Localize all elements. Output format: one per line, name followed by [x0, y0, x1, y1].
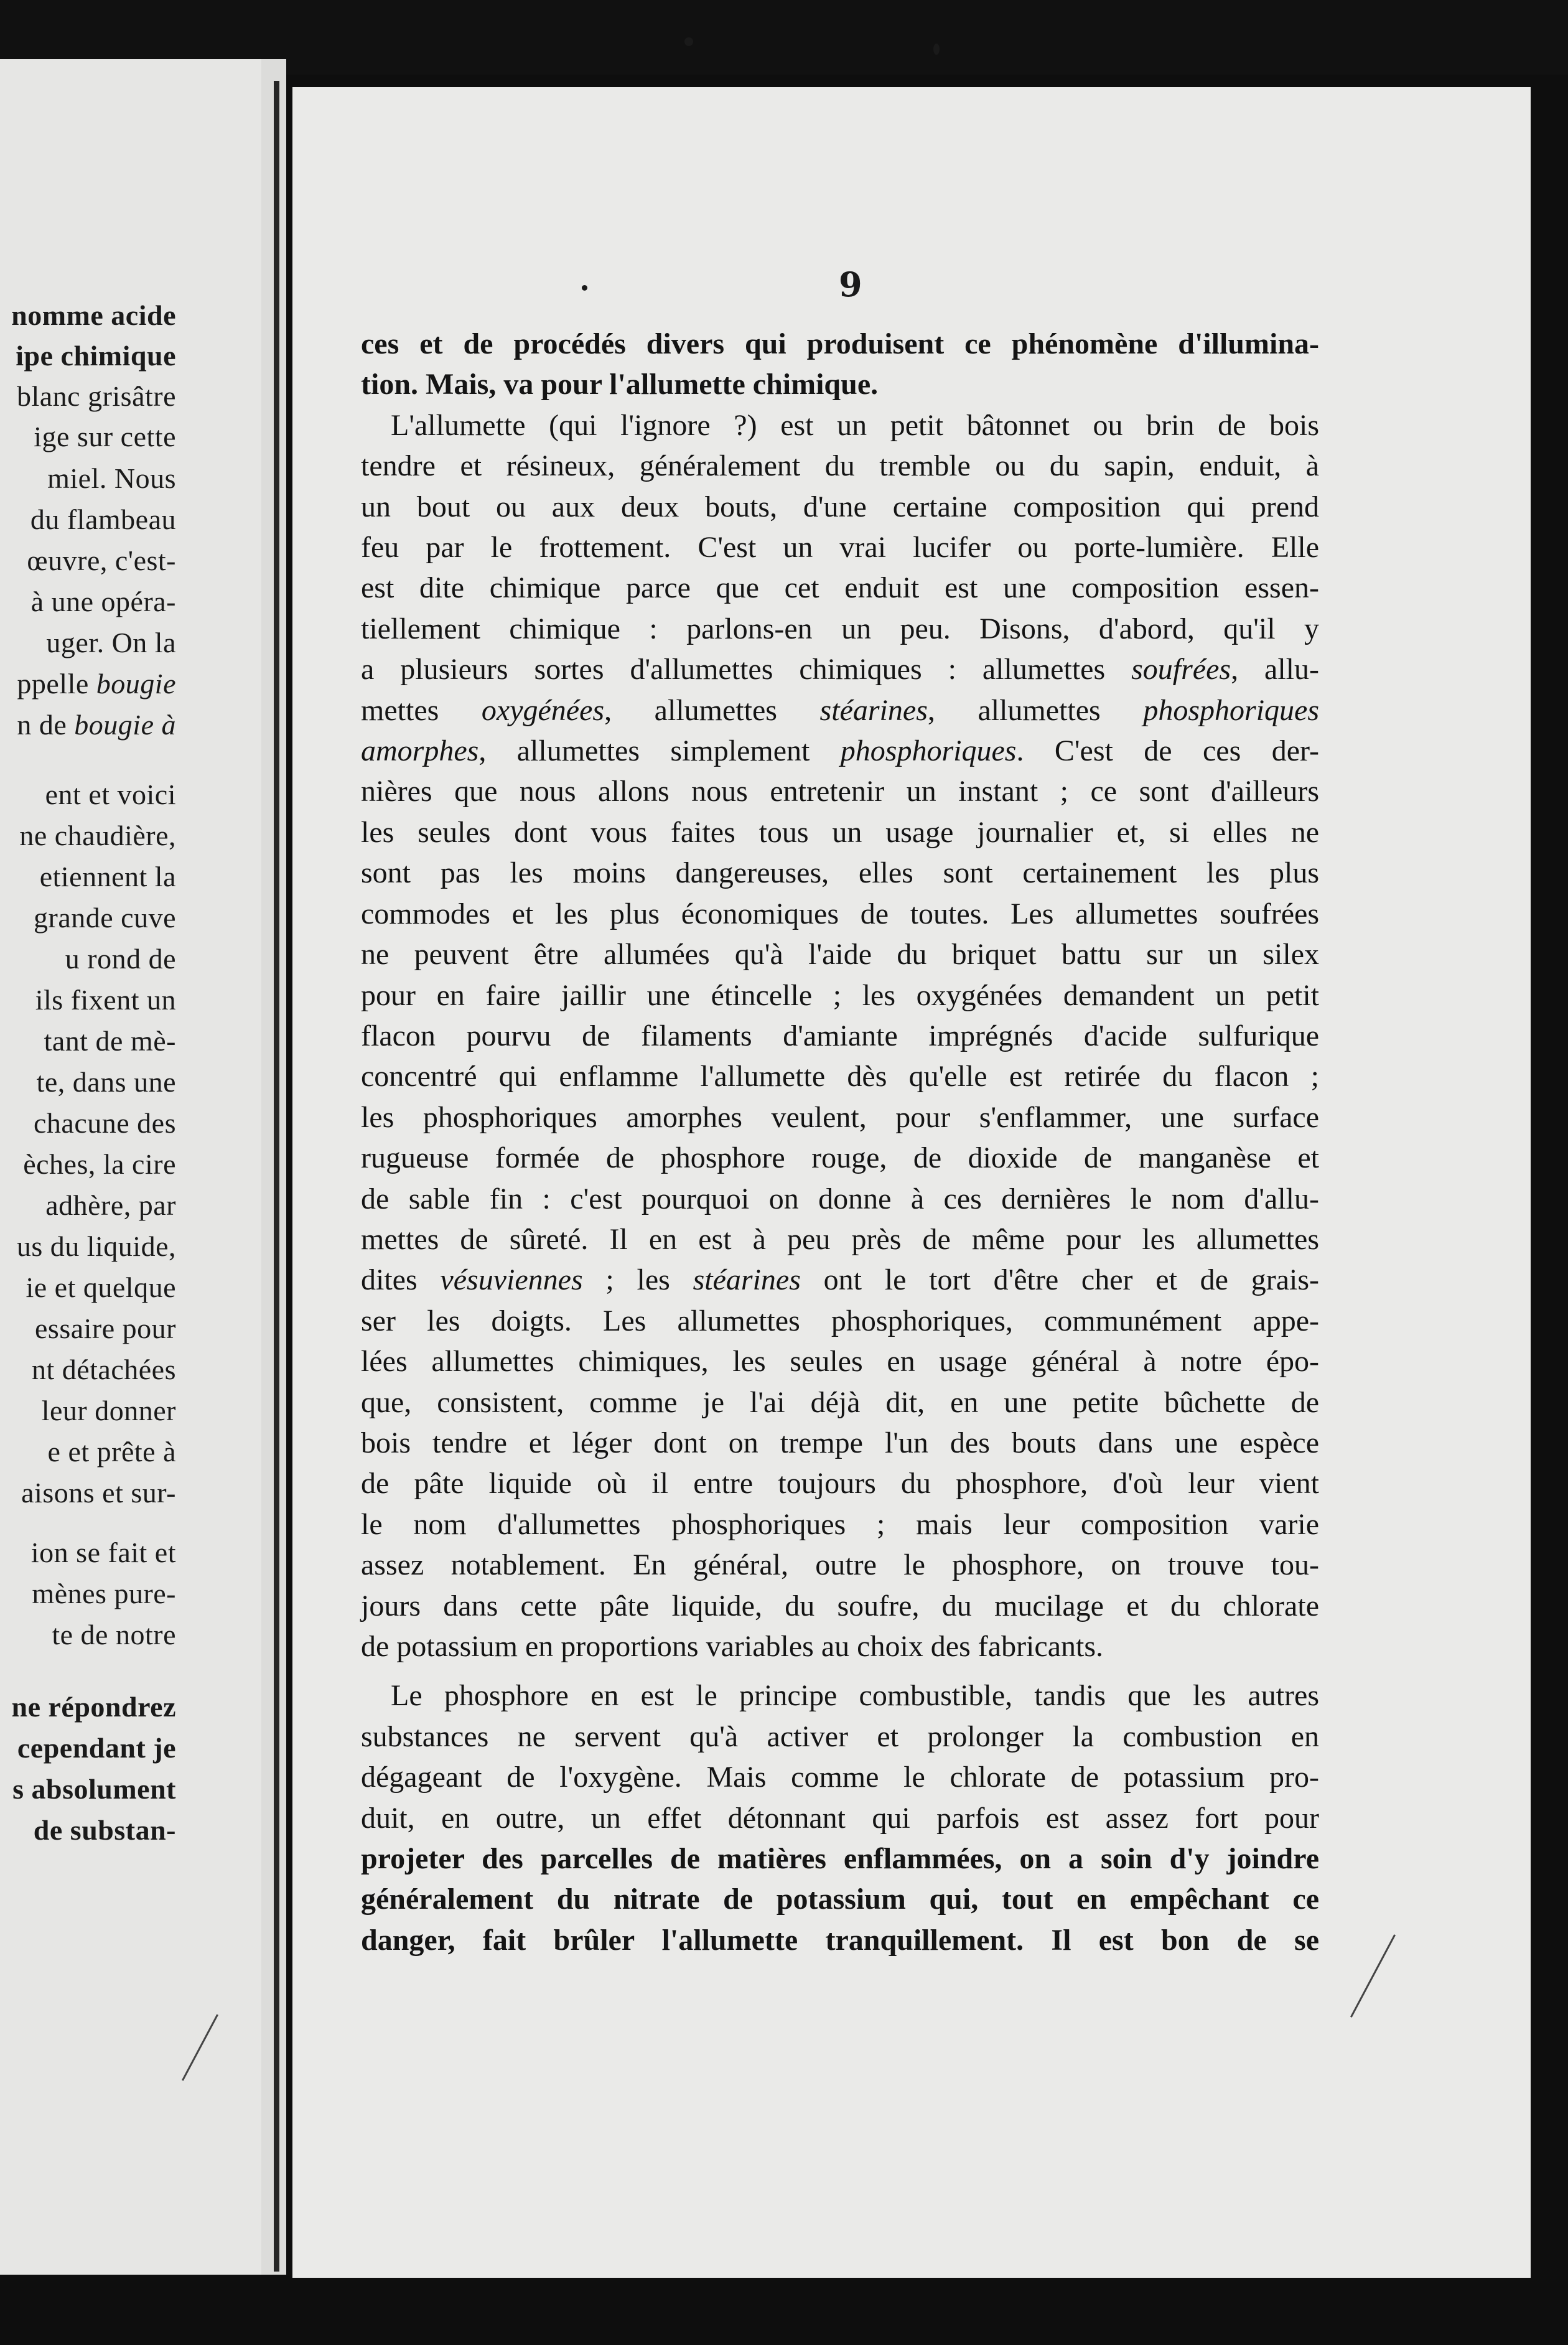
left-page-line: ent et voici [45, 779, 176, 810]
left-page-line: adhère, par [45, 1189, 176, 1221]
text-line: bois tendre et léger dont on trempe l'un des bouts dans une espèce [361, 1426, 1319, 1459]
text-line: assez notablement. En général, outre le phosphore, on trouve tou- [361, 1548, 1319, 1582]
left-page-line: de substan- [33, 1814, 176, 1846]
left-page-line: èches, la cire [23, 1148, 176, 1180]
left-page-line: ne répondrez [11, 1691, 176, 1723]
left-page-line: e et prête à [47, 1436, 176, 1467]
text-line: de pâte liquide où il entre toujours du phosphore, d'où leur vient [361, 1467, 1319, 1500]
left-page-line: mènes pure- [32, 1578, 176, 1609]
left-page-line: s absolument [12, 1773, 176, 1805]
left-page-line: us du liquide, [16, 1230, 176, 1262]
text-line: substances ne servent qu'à activer et prolonger la combustion en [361, 1720, 1319, 1753]
left-page-line: ipe chimique [16, 340, 176, 372]
text-line: mettes de sûreté. Il en est à peu près de même pour les allumettes [361, 1222, 1319, 1256]
text-line: a plusieurs sortes d'allumettes chimiques : allumettes soufrées, allu- [361, 653, 1320, 686]
left-page-line: essaire pour [35, 1313, 176, 1344]
text-line: jours dans cette pâte liquide, du soufre, du mucilage et du chlorate [361, 1589, 1319, 1622]
left-page-line: ne chaudière, [19, 820, 176, 851]
text-line: un bout ou aux deux bouts, d'une certaine composition qui prend [361, 490, 1319, 523]
left-page-line: œuvre, c'est- [27, 545, 176, 576]
left-page-line: ion se fait et [30, 1537, 176, 1568]
text-line: de sable fin : c'est pourquoi on donne à ces dernières le nom d'allu- [361, 1182, 1319, 1215]
text-line: ser les doigts. Les allumettes phosphoriques, communément appe- [361, 1304, 1319, 1337]
left-page-line: blanc grisâtre [16, 380, 176, 412]
left-page-line: ie et quelque [26, 1271, 176, 1303]
text-line: le nom d'allumettes phosphoriques ; mais leur composition varie [361, 1507, 1319, 1541]
text-line: dites vésuviennes ; les stéarines ont le tort d'être cher et de grais- [361, 1263, 1320, 1297]
text-line: dégageant de l'oxygène. Mais comme le chlorate de potassium pro- [361, 1761, 1319, 1794]
body-text [361, 324, 1319, 1960]
left-page-line: nomme acide [11, 299, 176, 331]
film-speck [582, 285, 587, 291]
text-line: commodes et les plus économiques de toutes. Les allumettes soufrées [361, 897, 1319, 930]
text-line: de potassium en proportions variables au choix des fabricants. [361, 1630, 1104, 1663]
left-page-line: u rond de [65, 943, 176, 975]
gutter-vertical-rule [274, 81, 279, 2272]
text-line: est dite chimique parce que cet enduit est une composition essen- [361, 571, 1319, 605]
left-page-line: n de bougie à [17, 709, 176, 741]
left-page-line: à une opéra- [30, 586, 176, 617]
text-line: mettes oxygénées, allumettes stéarines, allumettes phosphoriques [361, 693, 1320, 727]
left-page-line: te de notre [52, 1619, 176, 1650]
film-speck [684, 37, 693, 46]
left-page-line: miel. Nous [47, 462, 176, 494]
left-page-line: leur donner [41, 1395, 176, 1426]
text-line: sont pas les moins dangereuses, elles sont certainement les plus [361, 856, 1319, 890]
text-line: amorphes, allumettes simplement phosphoriques. C'est de ces der- [361, 734, 1319, 768]
left-page-line: nt détachées [31, 1354, 176, 1385]
left-page-line: chacune des [34, 1107, 176, 1139]
left-page-line: ppelle bougie [17, 668, 176, 700]
text-line: tion. Mais, va pour l'allumette chimique. [361, 368, 879, 401]
text-line: nières que nous allons nous entretenir un instant ; ce sont d'ailleurs [361, 775, 1319, 808]
text-line: pour en faire jaillir une étincelle ; les oxygénées demandent un petit [361, 978, 1319, 1012]
left-page-line: tant de mè- [44, 1025, 176, 1057]
left-page-line: uger. On la [46, 627, 176, 658]
text-line: feu par le frottement. C'est un vrai lucifer ou porte-lumière. Elle [361, 531, 1319, 564]
text-line: danger, fait brûler l'allumette tranquillement. Il est bon de se [361, 1923, 1319, 1957]
text-line: ne peuvent être allumées qu'à l'aide du briquet battu sur un silex [361, 938, 1319, 971]
text-line: duit, en outre, un effet détonnant qui parfois est assez fort pour [361, 1801, 1319, 1835]
left-page-line: du flambeau [30, 503, 176, 535]
text-line: tiellement chimique : parlons-en un peu. Disons, d'abord, qu'il y [361, 612, 1319, 645]
text-line: Le phosphore en est le principe combustible, tandis que les autres [391, 1679, 1319, 1713]
left-page-line: te, dans une [36, 1066, 176, 1098]
text-line: ces et de procédés divers qui produisent ce phénomène d'illumina- [361, 327, 1319, 360]
left-facing-page [0, 59, 283, 2275]
left-page-line: etiennent la [39, 861, 176, 892]
left-page-line: grande cuve [34, 902, 176, 934]
left-page-line: aisons et sur- [21, 1477, 176, 1509]
film-speck [933, 44, 940, 55]
text-line: les seules dont vous faites tous un usage journalier et, si elles ne [361, 815, 1319, 849]
left-page-line: ils fixent un [35, 984, 176, 1016]
page-number: 9 [839, 264, 862, 304]
text-line: rugueuse formée de phosphore rouge, de dioxide de manganèse et [361, 1141, 1319, 1175]
text-line: L'allumette (qui l'ignore ?) est un petit bâtonnet ou brin de bois [391, 408, 1319, 442]
text-line: lées allumettes chimiques, les seules en usage général à notre épo- [361, 1345, 1319, 1378]
text-line: que, consistent, comme je l'ai déjà dit, en une petite bûchette de [361, 1385, 1319, 1419]
text-line: tendre et résineux, généralement du tremble ou du sapin, enduit, à [361, 449, 1319, 483]
text-line: flacon pourvu de filaments d'amiante imprégnés d'acide sulfurique [361, 1019, 1319, 1052]
left-page-line: ige sur cette [34, 421, 176, 452]
text-line: projeter des parcelles de matières enflammées, on a soin d'y joindre [361, 1842, 1319, 1876]
text-line: les phosphoriques amorphes veulent, pour s'enflammer, une surface [361, 1100, 1319, 1134]
text-line: concentré qui enflamme l'allumette dès qu'elle est retirée du flacon ; [361, 1060, 1319, 1093]
left-page-line: cependant je [17, 1732, 176, 1764]
text-line: généralement du nitrate de potassium qui, tout en empêchant ce [361, 1883, 1319, 1916]
